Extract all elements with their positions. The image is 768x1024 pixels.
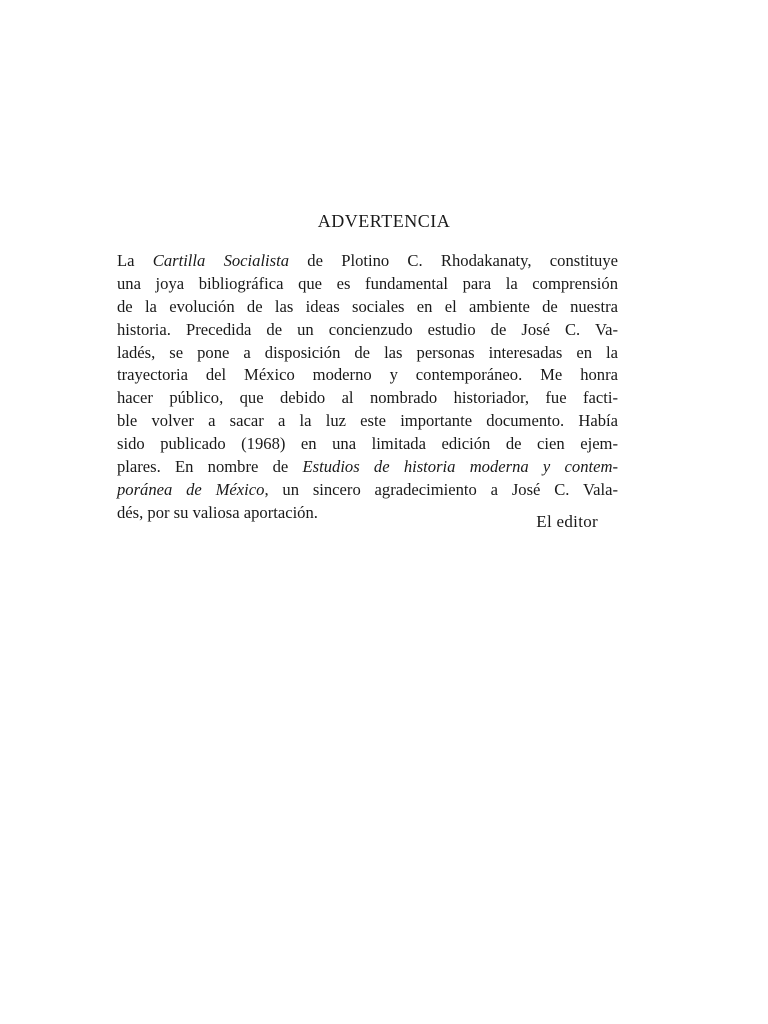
paragraph-line — [117, 319, 618, 342]
text-segment: de la evolución de las ideas sociales en el ambiente de nuestra — [117, 296, 618, 316]
text-segment: trayectoria del México moderno y contemporáneo. Me honra — [117, 365, 618, 385]
paragraph-line — [117, 456, 618, 479]
paragraph-line — [117, 479, 618, 502]
page-title: ADVERTENCIA — [317, 211, 451, 231]
paragraph-line — [117, 250, 618, 273]
text-segment: una joya bibliográfica que es fundamental para la comprensión — [117, 273, 618, 293]
text-segment: plares. En nombre de — [117, 457, 303, 477]
text-segment: de Plotino C. Rhodakanaty, constituye — [289, 251, 618, 270]
italic-title-text: Estudios de historia moderna y contem- — [302, 457, 618, 477]
text-segment: , un sincero agradecimiento a José C. Vala- — [264, 479, 618, 499]
text-segment: hacer público, que debido al nombrado historiador, fue facti- — [117, 388, 618, 408]
italic-title-text: poránea de México — [117, 479, 265, 499]
text-segment: ladés, se pone a disposición de las personas interesadas en la — [117, 342, 618, 362]
text-segment: sido publicado (1968) en una limitada edición de cien ejem- — [117, 434, 618, 454]
text-segment: ble volver a sacar a la luz este importante documento. Había — [117, 411, 618, 431]
text-segment: dés, por su valiosa aportación. — [117, 502, 318, 522]
text-segment: La — [117, 251, 153, 270]
paragraph-line — [117, 433, 618, 456]
paragraph-line — [117, 364, 618, 387]
paragraph-line — [117, 296, 618, 319]
paragraph-line — [117, 342, 618, 365]
body-paragraph — [117, 250, 618, 525]
paragraph-line — [117, 387, 618, 410]
signature: El editor — [536, 512, 598, 531]
paragraph-line — [117, 273, 618, 296]
paragraph-line — [117, 410, 618, 433]
text-segment: historia. Precedida de un concienzudo estudio de José C. Va- — [117, 319, 618, 339]
italic-title-text: Cartilla Socialista — [152, 251, 290, 270]
